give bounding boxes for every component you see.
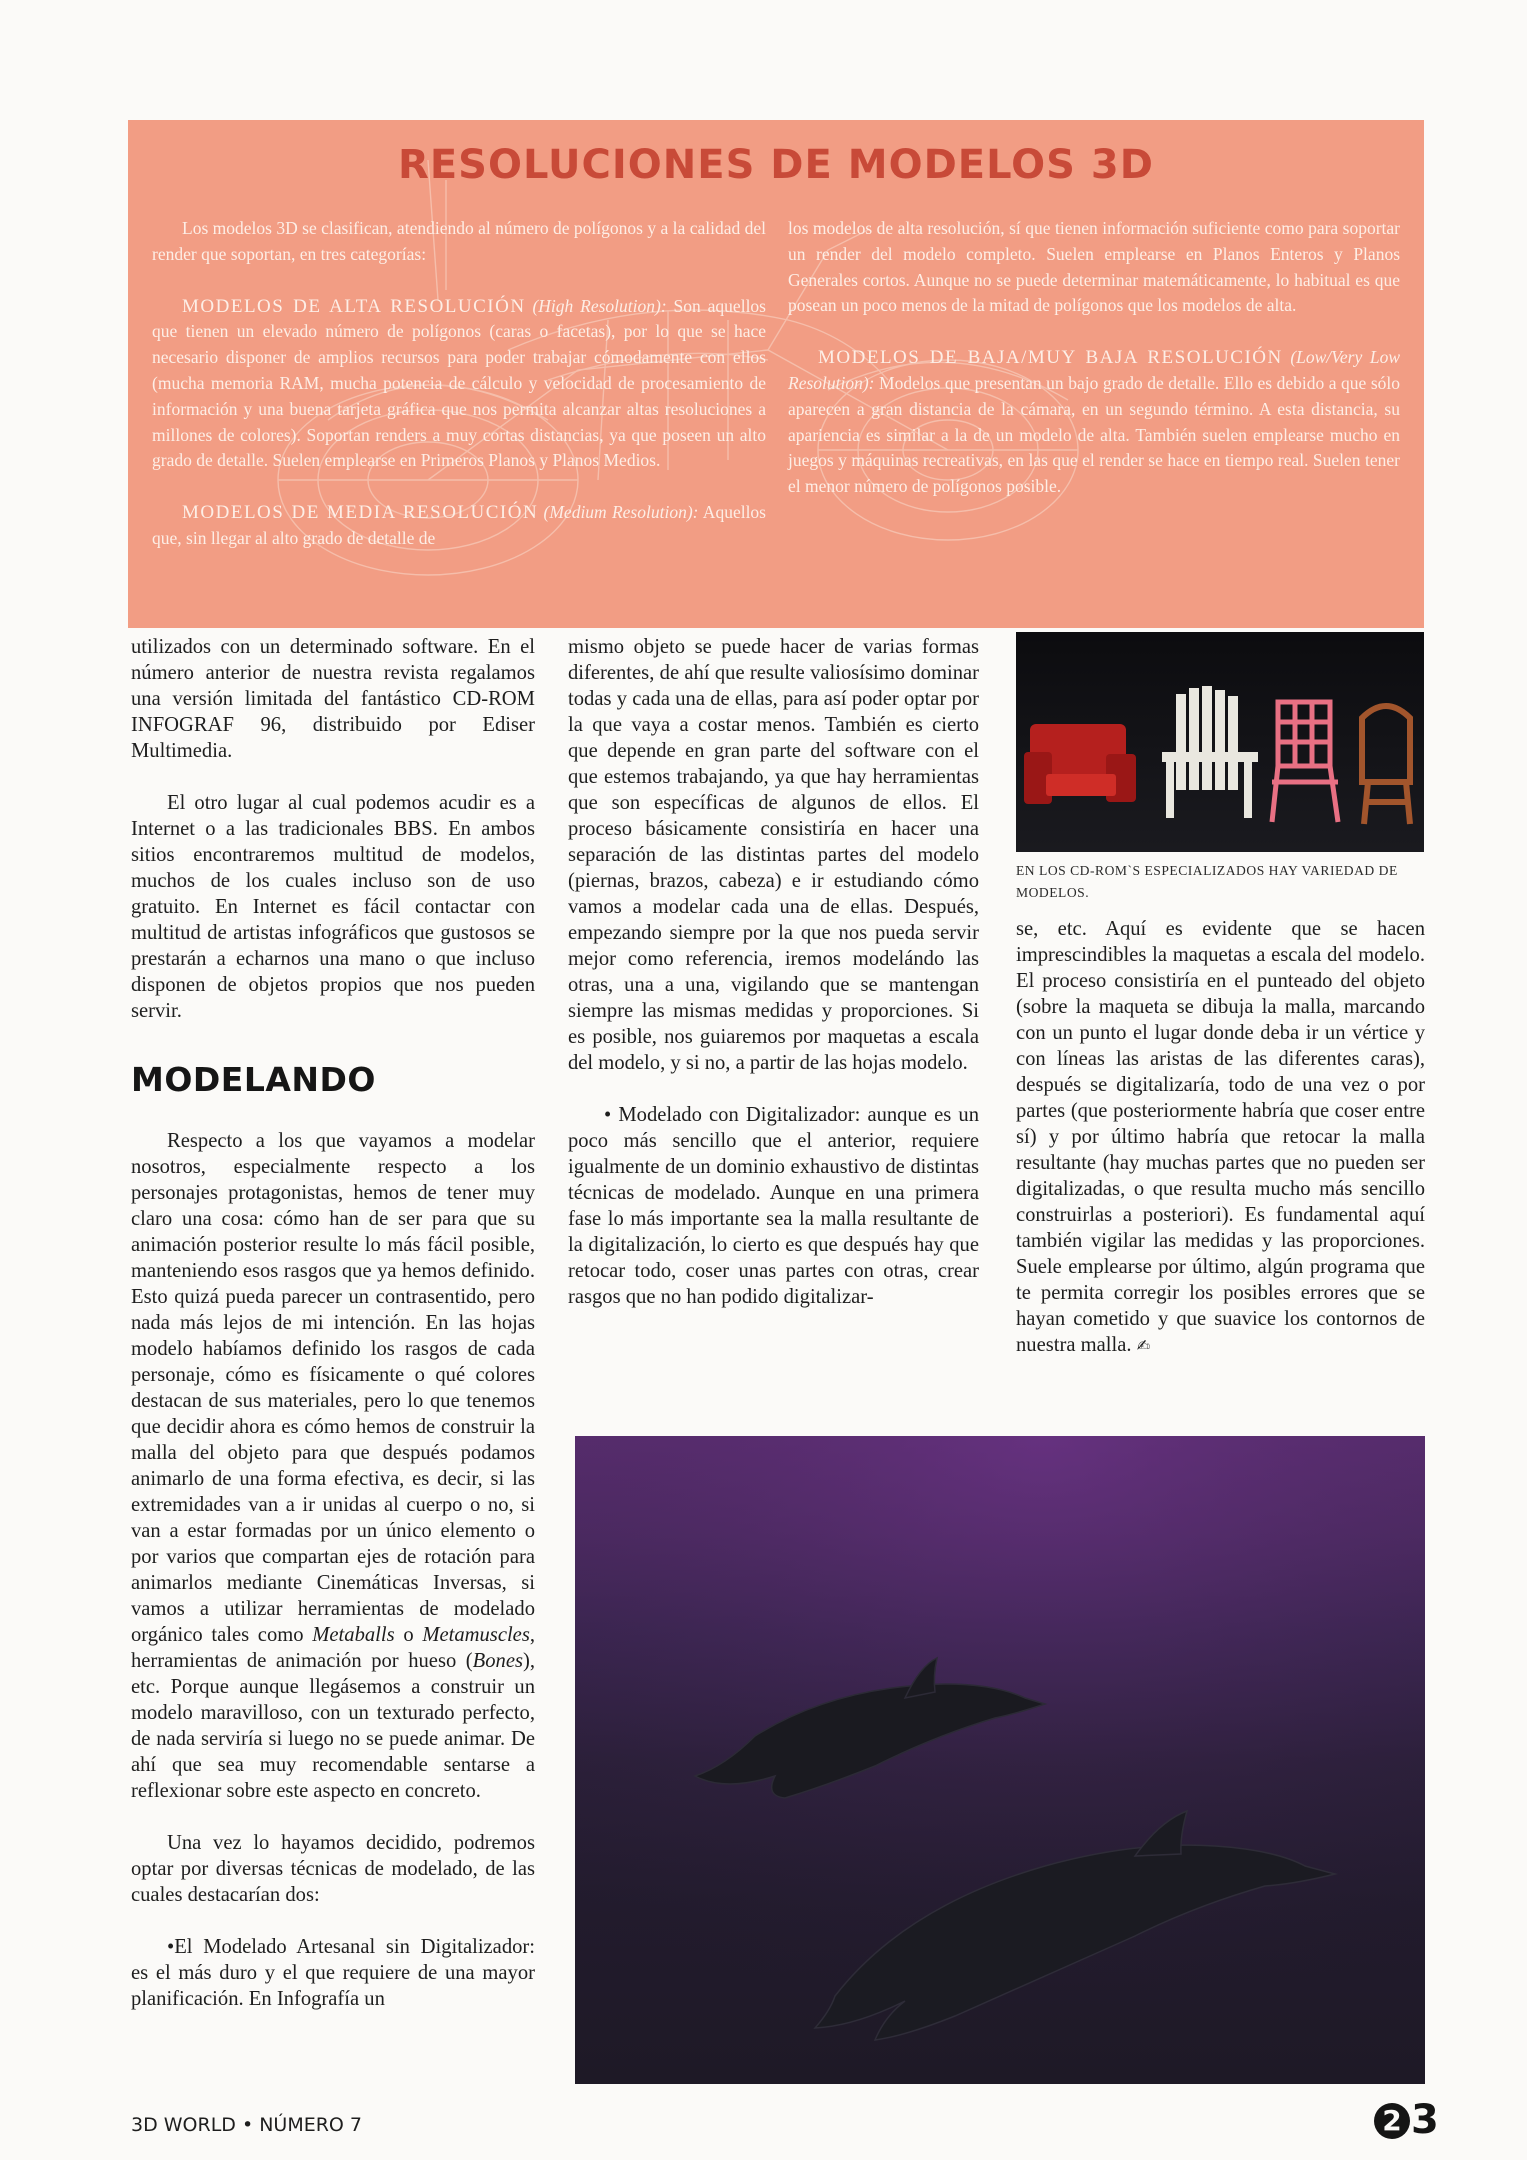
text-column-3	[1016, 916, 1425, 1359]
col1-paragraph-5: •El Modelado Artesanal sin Digitalizador: es el más duro y el que requiere de una mayor planificación. En Infografía un	[131, 1936, 535, 2010]
page-number	[1374, 2098, 1439, 2142]
sidebar-column-left	[152, 216, 766, 552]
col1-p3-part-c: , herramientas de animación por hueso (	[131, 1624, 535, 1672]
sidebar-intro: Los modelos 3D se clasifican, atendiendo al número de polígonos y a la calidad del render que soportan, en tres categorías:	[152, 218, 766, 264]
low-res-term: MODELOS DE BAJA/MUY BAJA RESOLUCIÓN	[818, 347, 1283, 369]
term-metamuscles: Metamuscles	[422, 1624, 530, 1646]
low-res-english: (Low/Very Low Resolution):	[788, 347, 1400, 393]
dolphins-render-image	[575, 1436, 1425, 2084]
sidebar-high-res	[152, 294, 766, 475]
col1-paragraph-2: El otro lugar al cual podemos acudir es a Internet o a las tradicionales BBS. En ambos sitios encontraremos multitud de modelos, muchos de los cuales incluso son de uso gratuito. En Internet es fácil contactar con multitud de artistas infográficos que gustosos se prestarán a echarnos una mano o que incluso disponen de objetos propios que nos pueden servir.	[131, 792, 535, 1022]
col2-paragraph-1: mismo objeto se puede hacer de varias formas diferentes, de ahí que resulte valiosísimo dominar todas y cada una de ellas, para así poder optar por la que vaya a costar menos. También es cierto que depende en gran parte del software con el que estemos trabajando, ya que hay herramientas que son específicas de algunos de ellos. El proceso básicamente consistiría en hacer una separación de las distintas partes del modelo (piernas, brazos, cabeza) e ir estudiando cómo vamos a modelar cada una de ellas. Después, empezando siempre por la que nos pueda servir mejor como referencia, iremos modelándo las otras, una a una, vigilando que se mantengan siempre las mismas medidas y proporciones. Si es posible, nos guiaremos por maquetas a escala del modelo, y si no, a partir de las hojas modelo.	[568, 636, 979, 1074]
sidebar-medium-res	[152, 500, 766, 552]
red-armchair	[1024, 724, 1136, 804]
high-res-english: (High Resolution):	[532, 295, 667, 316]
medium-res-text: Aquellos que, sin llegar al alto grado de detalle de	[152, 502, 766, 548]
medium-res-english: (Medium Resolution):	[543, 502, 699, 523]
col1-paragraph-1: utilizados con un determinado software. En el número anterior de nuestra revista regalamos una versión limitada del fantástico CD-ROM INFOGRAF 96, distribuido por Ediser Multimedia.	[131, 636, 535, 762]
page-number-digit-2: 3	[1411, 2097, 1439, 2143]
page-number-digit-1: 2	[1374, 2103, 1410, 2139]
high-res-term: MODELOS DE ALTA RESOLUCIÓN	[182, 295, 526, 317]
col3-paragraph-1	[1016, 916, 1425, 1359]
col2-paragraph-2: • Modelado con Digitalizador: aunque es un poco más sencillo que el anterior, requiere igualmente de un dominio exhaustivo de distintas técnicas de modelado. Aunque en una primera fase lo más importante sea la malla resultante de la digitalización, lo cierto es que después hay que retocar todo, coser unas partes con otras, crear rasgos que no han podido digitalizar-	[568, 1104, 979, 1308]
magazine-footer: 3D WORLD • NÚMERO 7	[131, 2114, 363, 2136]
medium-res-term: MODELOS DE MEDIA RESOLUCIÓN	[182, 502, 539, 524]
term-bones: Bones	[472, 1650, 523, 1672]
col1-p3-part-a: Respecto a los que vayamos a modelar nosotros, especialmente respecto a los personajes protagonistas, hemos de tener muy claro una cosa: cómo han de ser para que su animación posterior resulte lo más fácil posible, manteniendo esos rasgos que ya hemos definido. Esto quizá pueda parecer un contrasentido, pero nada más lejos de mi intención. En las hojas modelo habíamos definido los rasgos de cada personaje, cómo es físicamente o qué colores destacan de sus materiales, pero lo que tenemos que decidir ahora es cómo hemos de construir la malla del objeto para que después podamos animarlo de una forma efectiva, es decir, si las extremidades van a ir unidas al cuerpo o no, si van a estar formadas por un único elemento o por varios que compartan ejes de rotación para animarlos mediante Cinemáticas Inversas, si vamos a utilizar herramientas de modelado orgánico tales como	[131, 1130, 535, 1646]
col3-text: se, etc. Aquí es evidente que se hacen imprescindibles la maquetas a escala del modelo. El proceso consistiría en el punteado del objeto (sobre la maqueta se dibuja la malla, marcando con un punto el lugar donde deba ir un vértice y con líneas las aristas de las diferentes caras), después se digitalizaría, todo de una vez o por partes (que posteriormente habría que coser entre sí) y por último habría que retocar la malla resultante (hay muchas partes que no pueden ser digitalizadas, o que resulta mucho más sencillo construirlas a posteriori). Es fundamental aquí también vigilar las medidas y las proporciones. Suele emplearse por último, algún programa que te permita corregir los posibles errores que se hayan cometido y que suavice los contornos de nuestra malla.	[1016, 918, 1425, 1356]
col1-paragraph-4: Una vez lo hayamos decidido, podremos optar por diversas técnicas de modelado, de las cuales destacarían dos:	[131, 1832, 535, 1906]
sidebar-box	[128, 120, 1424, 628]
col1-p3-part-d: ), etc. Porque aunque llegásemos a construir un modelo maravilloso, con un texturado perfecto, de nada serviría si luego no se puede animar. De ahí que sea muy recomendable sentarse a reflexionar sobre este aspecto en concreto.	[131, 1650, 535, 1802]
sidebar-column-right	[788, 216, 1400, 500]
text-column-2	[568, 634, 979, 1310]
section-heading: MODELANDO	[131, 1060, 376, 1099]
sidebar-low-res	[788, 345, 1400, 500]
sidebar-title: RESOLUCIONES DE MODELOS 3D	[398, 142, 1154, 188]
col1-p3-part-b: o	[394, 1624, 423, 1646]
sidebar-medium-res-cont: los modelos de alta resolución, sí que tienen información suficiente como para soportar un render del modelo completo. Suelen emplearse en Planos Enteros y Planos Generales cortos. Aunque no se puede determinar matemáticamente, lo habitual es que posean un poco menos de la mitad de polígonos que los modelos de alta.	[788, 218, 1400, 316]
term-metaballs: Metaballs	[312, 1624, 395, 1646]
col1-paragraph-3	[131, 1128, 535, 1804]
chairs-image-caption: EN LOS CD-ROM`S ESPECIALIZADOS HAY VARIEDAD DE MODELOS.	[1016, 863, 1398, 900]
high-res-text: Son aquellos que tienen un elevado número de polígonos (caras o facetas), por lo que se hace necesario disponer de amplios recursos para poder trabajar cómodamente con ellos (mucha memoria RAM, mucha potencia de cálculo y velocidad de procesamiento de información y una buena tarjeta gráfica que nos permita alcanzar altas resoluciones a millones de colores). Soportan renders a muy cortas distancias, ya que poseen un alto grado de detalle. Suelen emplearse en Primeros Planos y Planos Medios.	[152, 295, 766, 471]
text-column-1	[131, 634, 535, 2012]
low-res-text: Modelos que presentan un bajo grado de detalle. Ello es debido a que sólo aparecen a gran distancia de la cámara, en un segundo término. A esta distancia, su apariencia es similar a la de un modelo de alta. También suelen emplearse mucho en juegos y máquinas recreativas, en las que el render se hace en tiempo real. Suelen tener el menor número de polígonos posible.	[788, 372, 1400, 497]
end-mark-icon: ✍	[1136, 1336, 1151, 1355]
chairs-render-image	[1016, 632, 1424, 852]
